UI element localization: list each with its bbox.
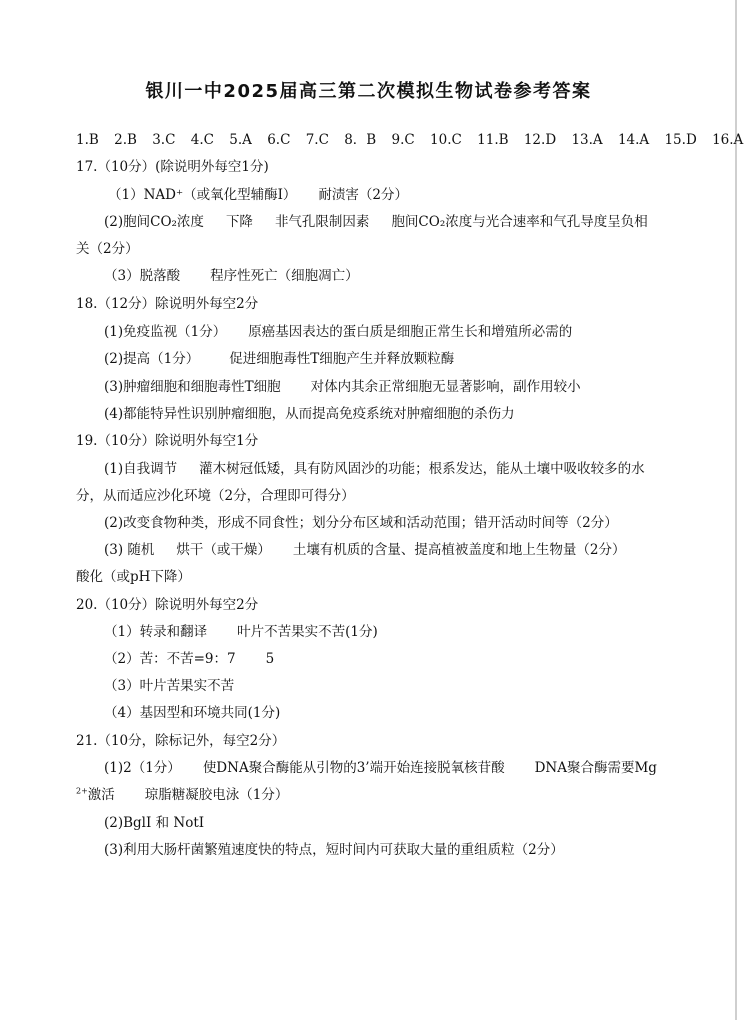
q21-answer-1: (1)2（1分） 使DNA聚合酶能从引物的3’端开始连接脱氧核苷酸 DNA聚合酶需要Mg — [104, 760, 657, 776]
mc-answer: 10.C — [430, 132, 462, 148]
q18-answer-3: (3)肿瘤细胞和细胞毒性T细胞 对体内其余正常细胞无显著影响，副作用较小 — [104, 379, 581, 395]
mc-answer: 15.D — [664, 132, 697, 148]
mc-answer: 6.C — [267, 132, 291, 148]
q20-answer-1: （1）转录和翻译 叶片不苦果实不苦(1分) — [104, 624, 378, 640]
q20-answer-2: （2）苦：不苦=9：7 5 — [104, 651, 275, 667]
q20-answer-3: （3）叶片苦果实不苦 — [104, 678, 235, 694]
q17-answer-3: （3）脱落酸 程序性死亡（细胞凋亡） — [104, 268, 359, 284]
q17-answer-2-cont: 关（2分） — [76, 241, 139, 257]
q19-answer-3: (3) 随机 烘干（或干燥） 土壤有机质的含量、提高植被盖度和地上生物量（2分） — [104, 542, 626, 558]
mc-answer: 2.B — [114, 132, 137, 148]
mc-answer: 14.A — [617, 132, 650, 148]
q20-answer-4: （4）基因型和环境共同(1分) — [104, 705, 281, 721]
multiple-choice-answers — [76, 128, 754, 148]
mc-answer: 4.C — [190, 132, 214, 148]
document-title: 银川一中2025届高三第二次模拟生物试卷参考答案 — [145, 81, 592, 102]
mc-answer: 9.C — [391, 132, 415, 148]
q21-header: 21.（10分，除标记外，每空2分） — [76, 733, 286, 749]
mc-answer: 3.C — [152, 132, 176, 148]
mc-answer: 11.B — [477, 132, 509, 148]
mc-answer: 5.A — [229, 132, 252, 148]
q20-header: 20.（10分）除说明外每空2分 — [76, 597, 259, 613]
q17-answer-1: （1）NAD⁺（或氧化型辅酶Ⅰ） 耐渍害（2分） — [108, 187, 409, 203]
q17-answer-2: (2)胞间CO₂浓度 下降 非气孔限制因素 胞间CO₂浓度与光合速率和气孔导度呈负相 — [104, 214, 648, 230]
q21-answer-3: (3)利用大肠杆菌繁殖速度快的特点，短时间内可获取大量的重组质粒（2分） — [104, 842, 564, 858]
mc-answer: 1.B — [76, 132, 99, 148]
q19-answer-2: (2)改变食物种类，形成不同食性；划分分布区域和活动范围；错开活动时间等（2分） — [104, 515, 618, 531]
q21-answer-2: (2)BglI 和 NotI — [104, 815, 205, 831]
q21-answer-1-cont: $^{2+}$激活 琼脂糖凝胶电泳（1分） — [76, 786, 289, 803]
q17-header: 17.（10分）(除说明外每空1分) — [76, 159, 269, 175]
mc-answer: 12.D — [523, 132, 557, 148]
mc-answer: 7.C — [305, 132, 329, 148]
mc-answer: 8．B — [344, 132, 377, 148]
mc-answer: 16.A — [712, 132, 744, 148]
q19-header: 19.（10分）除说明外每空1分 — [76, 433, 259, 449]
q18-header: 18.（12分）除说明外每空2分 — [76, 296, 259, 312]
q19-answer-1-cont: 分，从而适应沙化环境（2分，合理即可得分） — [76, 488, 355, 504]
q19-answer-1: (1)自我调节 灌木树冠低矮，具有防风固沙的功能；根系发达，能从土壤中吸收较多的水 — [104, 461, 645, 477]
q18-answer-4: (4)都能特异性识别肿瘤细胞，从而提高免疫系统对肿瘤细胞的杀伤力 — [104, 406, 515, 422]
q18-answer-1: (1)免疫监视（1分） 原癌基因表达的蛋白质是细胞正常生长和增殖所必需的 — [104, 324, 573, 340]
q18-answer-2: (2)提高（1分） 促进细胞毒性T细胞产生并释放颗粒酶 — [104, 351, 455, 367]
q19-answer-3-cont: 酸化（或pH下降） — [76, 569, 191, 585]
page-edge — [735, 0, 737, 1020]
mc-answer: 13.A — [571, 132, 603, 148]
